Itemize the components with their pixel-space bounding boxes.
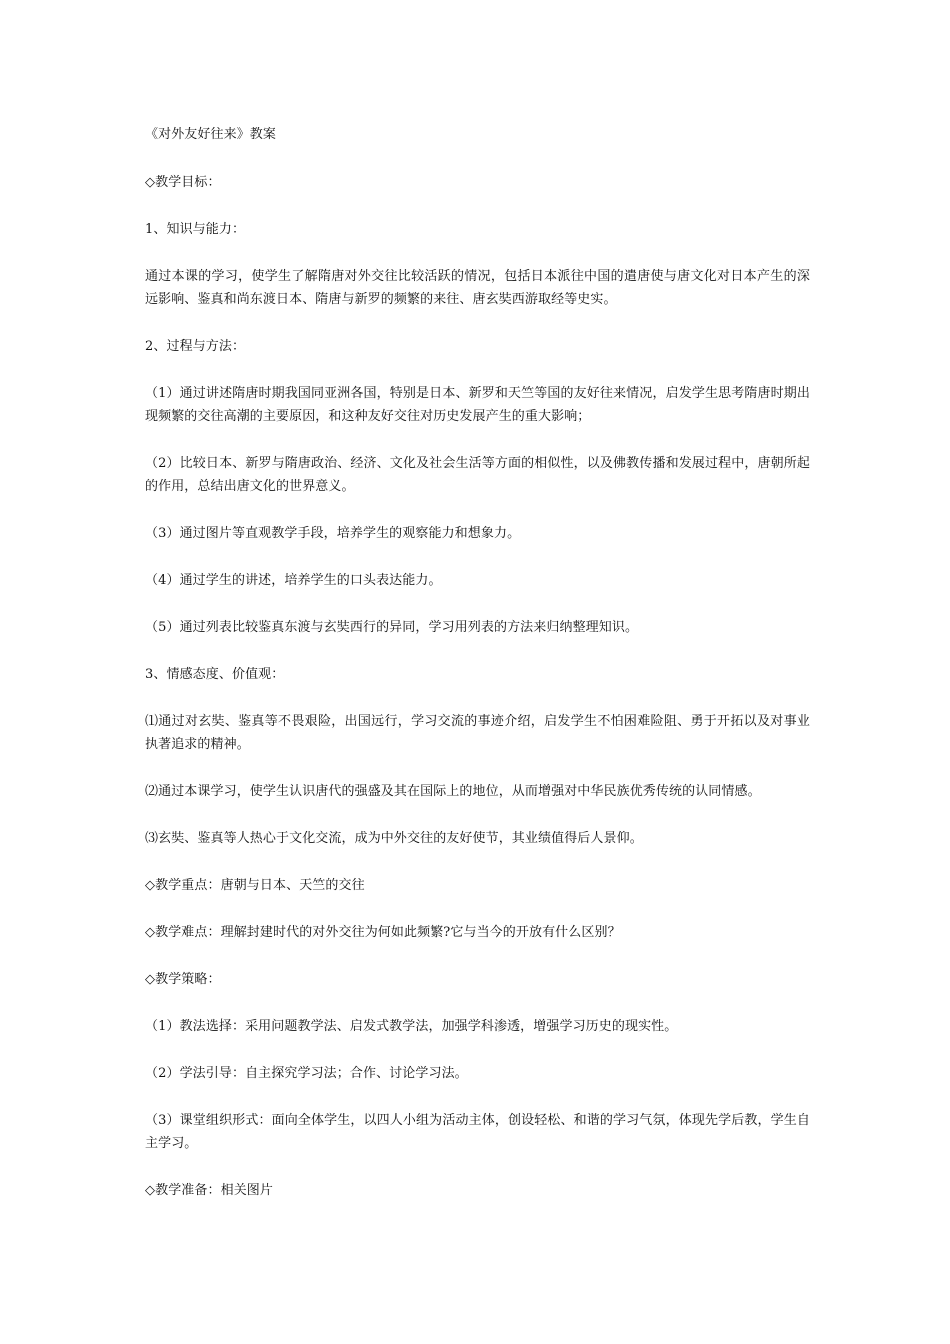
paragraph-process-item-2: （2）比较日本、新罗与隋唐政治、经济、文化及社会生活等方面的相似性，以及佛教传播和发展过程中，唐朝所起的作用，总结出唐文化的世界意义。 — [145, 456, 810, 494]
document-title: 《对外友好往来》教案 — [145, 127, 277, 142]
paragraph-emotion-item-2: ⑵通过本课学习，使学生认识唐代的强盛及其在国际上的地位，从而增强对中华民族优秀传统的认同情感。 — [145, 784, 761, 799]
subheading-process-method: 2、过程与方法： — [145, 339, 246, 354]
paragraph-process-item-4: （4）通过学生的讲述，培养学生的口头表达能力。 — [145, 573, 442, 588]
subheading-knowledge-ability: 1、知识与能力： — [145, 222, 246, 237]
section-heading-preparation: ◇教学准备：相关图片 — [145, 1183, 273, 1198]
document-body — [145, 123, 810, 1226]
section-heading-teaching-goals: ◇教学目标： — [145, 175, 221, 190]
paragraph-strategy-item-2: （2）学法引导：自主探究学习法；合作、讨论学习法。 — [145, 1066, 468, 1081]
subheading-emotion-values: 3、情感态度、价值观： — [145, 667, 285, 682]
paragraph-emotion-item-1: ⑴通过对玄奘、鉴真等不畏艰险，出国远行，学习交流的事迹介绍，启发学生不怕困难险阻、勇于开拓以及对事业执著追求的精神。 — [145, 714, 810, 752]
paragraph-process-item-3: （3）通过图片等直观教学手段，培养学生的观察能力和想象力。 — [145, 526, 521, 541]
section-heading-difficulties: ◇教学难点：理解封建时代的对外交往为何如此频繁?它与当今的开放有什么区别？ — [145, 925, 621, 940]
paragraph-process-item-1: （1）通过讲述隋唐时期我国同亚洲各国，特别是日本、新罗和天竺等国的友好往来情况，启发学生思考隋唐时期出现频繁的交往高潮的主要原因，和这种友好交往对历史发展产生的重大影响； — [145, 386, 810, 424]
paragraph-strategy-item-3: （3）课堂组织形式：面向全体学生，以四人小组为活动主体，创设轻松、和谐的学习气氛，体现先学后教，学生自主学习。 — [145, 1113, 810, 1151]
section-heading-strategy: ◇教学策略： — [145, 972, 221, 987]
section-heading-key-points: ◇教学重点：唐朝与日本、天竺的交往 — [145, 878, 365, 893]
paragraph-process-item-5: （5）通过列表比较鉴真东渡与玄奘西行的异同，学习用列表的方法来归纳整理知识。 — [145, 620, 639, 635]
paragraph-emotion-item-3: ⑶玄奘、鉴真等人热心于文化交流，成为中外交往的友好使节，其业绩值得后人景仰。 — [145, 831, 643, 846]
paragraph-strategy-item-1: （1）教法选择：采用问题教学法、启发式教学法，加强学科渗透，增强学习历史的现实性。 — [145, 1019, 678, 1034]
paragraph-knowledge-content: 通过本课的学习，使学生了解隋唐对外交往比较活跃的情况，包括日本派往中国的遣唐使与唐文化对日本产生的深远影响、鉴真和尚东渡日本、隋唐与新罗的频繁的来往、唐玄奘西游取经等史实。 — [145, 269, 810, 307]
